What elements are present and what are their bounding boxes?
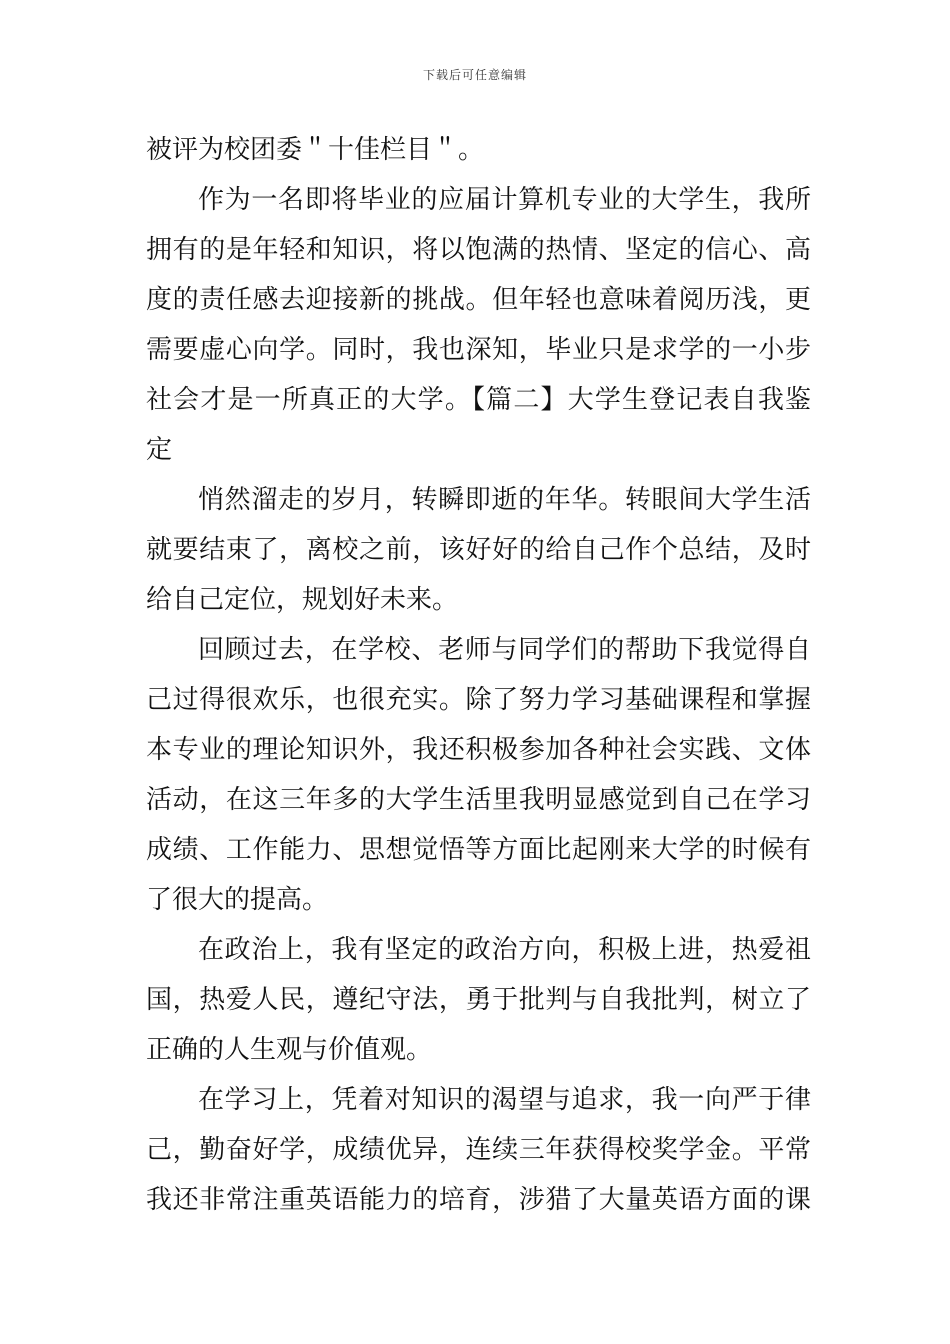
text-line: 给自己定位，规划好未来。 xyxy=(146,585,459,615)
text-line: 本专业的理论知识外，我还积极参加各种社会实践、文体 xyxy=(146,735,811,765)
text-line: 社会才是一所真正的大学。【篇二】大学生登记表自我鉴 xyxy=(146,385,811,415)
paragraph-first-line: 悄然溜走的岁月，转瞬即逝的年华。转眼间大学生活 xyxy=(198,485,811,515)
paragraph-first-line: 作为一名即将毕业的应届计算机专业的大学生，我所 xyxy=(198,185,811,215)
paragraph-first-line: 回顾过去，在学校、老师与同学们的帮助下我觉得自 xyxy=(198,635,811,665)
text-line: 被评为校团委＂十佳栏目＂。 xyxy=(146,135,485,165)
text-line: 拥有的是年轻和知识，将以饱满的热情、坚定的信心、高 xyxy=(146,235,811,265)
text-line: 己，勤奋好学，成绩优异，连续三年获得校奖学金。平常 xyxy=(146,1135,811,1165)
paragraph-first-line: 在学习上，凭着对知识的渴望与追求，我一向严于律 xyxy=(198,1085,811,1115)
text-line: 国，热爱人民，遵纪守法，勇于批判与自我批判，树立了 xyxy=(146,985,811,1015)
text-line: 己过得很欢乐，也很充实。除了努力学习基础课程和掌握 xyxy=(146,685,811,715)
paragraph-first-line: 在政治上，我有坚定的政治方向，积极上进，热爱祖 xyxy=(198,935,811,965)
text-line: 定 xyxy=(146,435,173,465)
text-line: 就要结束了，离校之前，该好好的给自己作个总结，及时 xyxy=(146,535,811,565)
text-line: 了很大的提高。 xyxy=(146,885,329,915)
text-line: 活动，在这三年多的大学生活里我明显感觉到自己在学习 xyxy=(146,785,811,815)
page-header: 下载后可任意编辑 xyxy=(422,68,527,82)
text-line: 需要虚心向学。同时，我也深知，毕业只是求学的一小步 xyxy=(146,335,811,365)
text-line: 正确的人生观与价值观。 xyxy=(146,1035,433,1065)
text-line: 度的责任感去迎接新的挑战。但年轻也意味着阅历浅，更 xyxy=(146,285,811,315)
text-line: 我还非常注重英语能力的培育，涉猎了大量英语方面的课 xyxy=(146,1185,811,1215)
text-line: 成绩、工作能力、思想觉悟等方面比起刚来大学的时候有 xyxy=(146,835,811,865)
